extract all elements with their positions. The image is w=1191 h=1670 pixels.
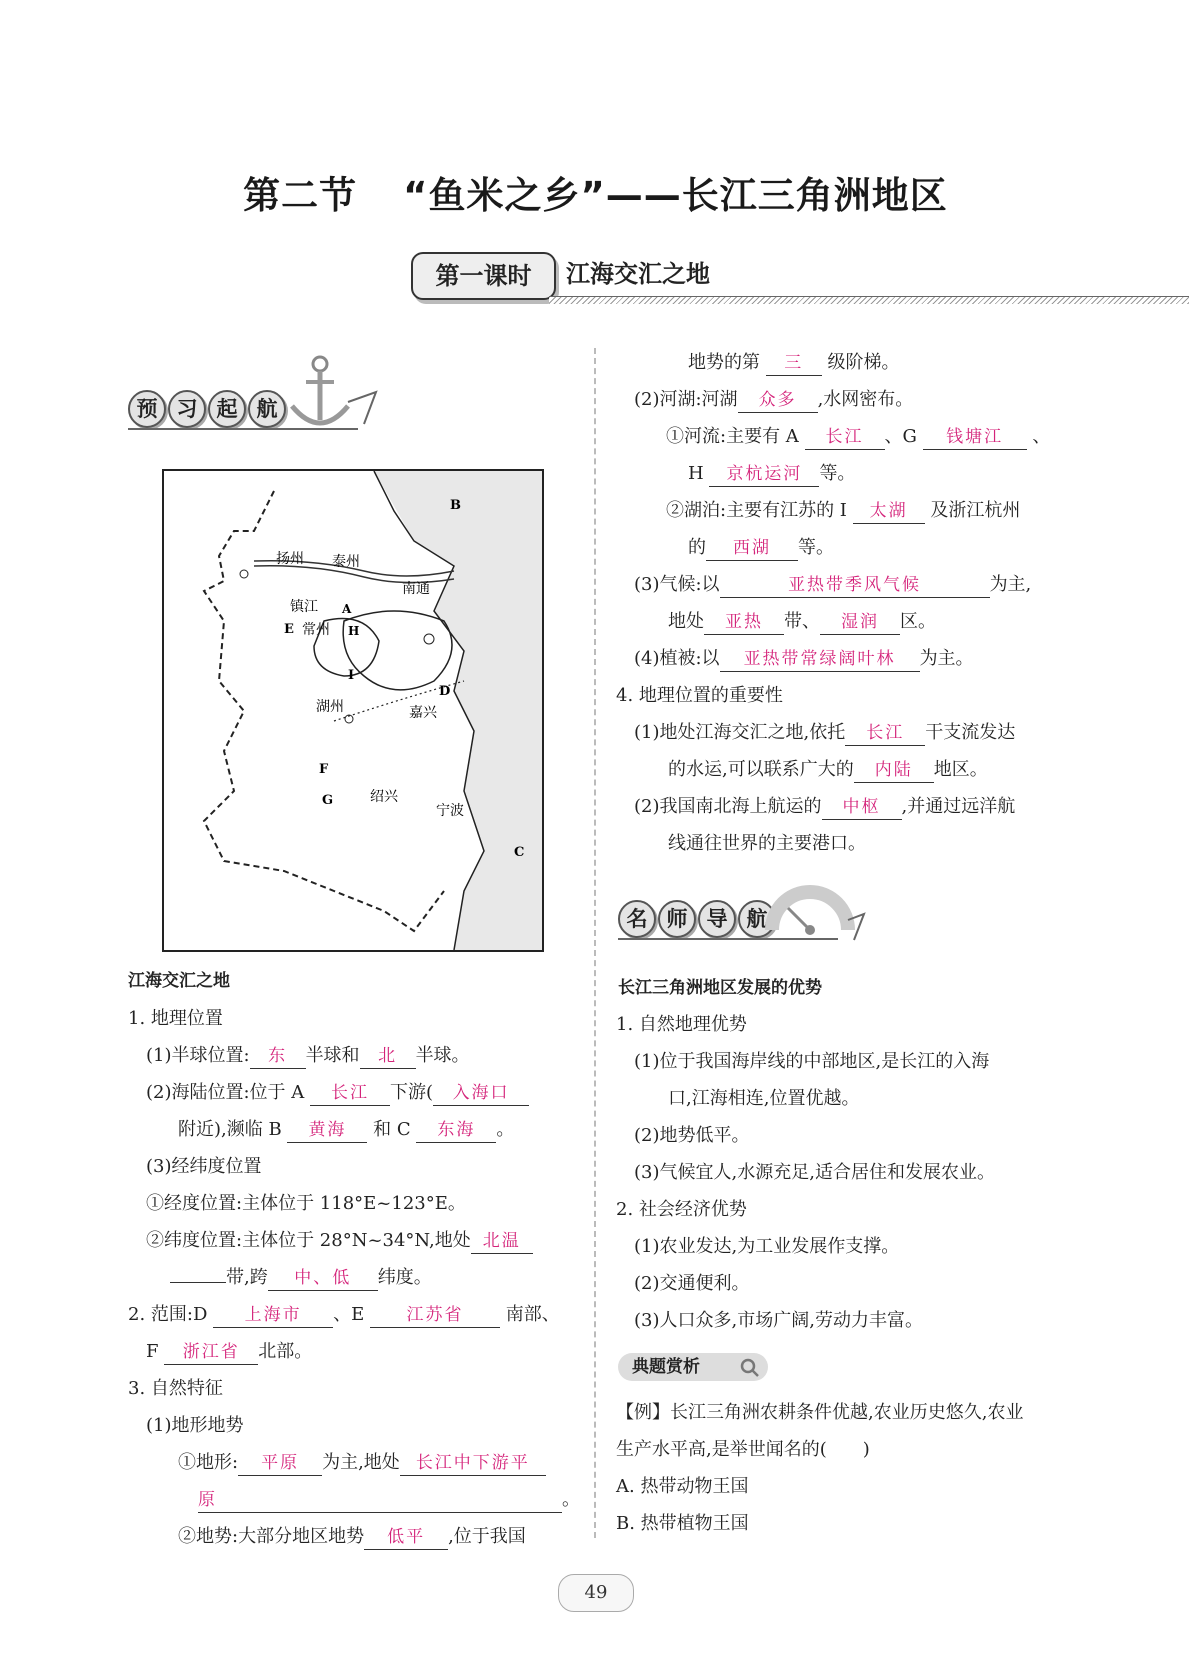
left-line: 3. 自然特征	[128, 1378, 223, 1399]
banner-char: 名	[618, 900, 656, 938]
map-label-g: G	[322, 793, 334, 808]
right-line: 1. 自然地理优势	[616, 1014, 747, 1035]
page-title	[0, 165, 1191, 219]
right-line: (2)我国南北海上航运的 中枢 ,并通过远洋航	[634, 788, 1015, 825]
answer-blank: 原	[198, 1488, 562, 1513]
answer-blank: 钱塘江	[923, 425, 1027, 450]
map-label-e: E	[284, 622, 294, 637]
right-line: (2)河湖:河湖 众多 ,水网密布。	[634, 381, 913, 418]
right-line: (3)气候:以 亚热带季风气候 为主,	[634, 566, 1031, 603]
map-label-h: H	[348, 624, 360, 638]
answer-blank: 东	[250, 1044, 306, 1069]
section-title: “鱼米之乡”——长江三角洲地区	[403, 174, 948, 217]
banner-underline	[618, 938, 838, 940]
map-label-huzhou: 湖州	[316, 699, 344, 715]
answer-blank: 东海	[416, 1118, 496, 1143]
answer-blank	[170, 1282, 226, 1283]
right-line: 地势的第 三 级阶梯。	[688, 344, 899, 381]
option-a: A. 热带动物王国	[616, 1476, 749, 1497]
right-line: 的水运,可以联系广大的 内陆 地区。	[668, 751, 988, 788]
answer-blank: 黄海	[287, 1118, 367, 1143]
left-line: ①经度位置:主体位于 118°E~123°E。	[146, 1193, 466, 1214]
answer-blank: 长江	[845, 721, 925, 746]
answer-blank: 低平	[364, 1525, 448, 1550]
answer-blank: 长江	[805, 425, 885, 450]
right-line: 4. 地理位置的重要性	[616, 685, 783, 706]
gauge-icon	[758, 874, 868, 946]
right-line: ①河流:主要有 A 长江 、G 钱塘江 、	[666, 418, 1050, 455]
map-label-zhenjiang: 镇江	[290, 599, 318, 615]
answer-blank: 内陆	[854, 758, 934, 783]
left-line: (3)经纬度位置	[146, 1156, 262, 1177]
page-number: 49	[558, 1574, 634, 1612]
right-line: H 京杭运河 等。	[688, 455, 855, 492]
right-line: (3)气候宜人,水源充足,适合居住和发展农业。	[634, 1162, 995, 1183]
map-label-changzhou: 常州	[302, 622, 330, 638]
right-line: (4)植被:以 亚热带常绿阔叶林 为主。	[634, 640, 974, 677]
banner-char: 导	[698, 900, 736, 938]
answer-blank: 西湖	[706, 536, 798, 561]
right-line: (2)地势低平。	[634, 1125, 750, 1146]
banner-underline	[128, 428, 358, 430]
preview-banner	[128, 390, 288, 436]
right-line: 线通往世界的主要港口。	[668, 833, 866, 854]
right-line: (1)农业发达,为工业发展作支撑。	[634, 1236, 900, 1257]
right-line: (2)交通便利。	[634, 1273, 750, 1294]
left-line: ②纬度位置:主体位于 28°N~34°N,地处 北温	[146, 1222, 533, 1259]
left-line: 2. 范围:D 上海市 、E 江苏省 南部、	[128, 1296, 560, 1333]
map-label-b: B	[450, 498, 461, 513]
answer-blank: 入海口	[433, 1081, 529, 1106]
answer-blank: 北温	[471, 1229, 533, 1254]
answer-blank: 北	[360, 1044, 416, 1069]
map-label-nantong: 南通	[402, 581, 430, 597]
left-line: 原 。	[198, 1481, 580, 1518]
map-label-taizhou: 泰州	[332, 554, 360, 570]
answer-blank: 太湖	[853, 499, 925, 524]
right-line: (1)位于我国海岸线的中部地区,是长江的入海	[634, 1051, 990, 1072]
right-line: 地处 亚热 带、 湿润 区。	[668, 603, 936, 640]
map-label-f: F	[319, 762, 329, 777]
left-line: ①地形: 平原 为主,地处 长江中下游平	[178, 1444, 546, 1481]
example-tag: 典题赏析	[618, 1353, 768, 1381]
banner-char: 习	[168, 390, 206, 428]
map-label-shaoxing: 绍兴	[370, 789, 398, 805]
answer-blank: 湿润	[820, 610, 900, 635]
banner-char: 航	[248, 390, 286, 428]
map-label-a: A	[342, 602, 352, 616]
map-label-yangzhou: 扬州	[276, 551, 304, 567]
option-b: B. 热带植物王国	[616, 1513, 749, 1534]
answer-blank: 中、低	[268, 1266, 378, 1291]
map-label-jiaxing: 嘉兴	[409, 705, 437, 721]
anchor-icon	[278, 354, 388, 434]
answer-blank: 亚热带常绿阔叶林	[720, 647, 920, 672]
example-text: 【例】长江三角洲农耕条件优越,农业历史悠久,农业	[616, 1402, 1024, 1423]
map-label-i: I	[348, 668, 355, 683]
left-line: 附近),濒临 B 黄海 和 C 东海 。	[178, 1111, 514, 1148]
answer-blank: 亚热带季风气候	[720, 573, 990, 598]
answer-blank: 浙江省	[164, 1340, 258, 1365]
answer-blank: 长江中下游平	[400, 1451, 546, 1476]
left-line: (1)地形地势	[146, 1415, 244, 1436]
answer-blank: 中枢	[822, 795, 902, 820]
map-label-d: D	[439, 684, 451, 699]
column-divider	[594, 348, 596, 1538]
left-line: F 浙江省 北部。	[146, 1333, 312, 1370]
lesson-label: 第一课时	[411, 252, 556, 300]
answer-blank: 京杭运河	[709, 462, 819, 487]
teacher-banner	[618, 900, 778, 946]
answer-blank: 众多	[738, 388, 818, 413]
example-text: 生产水平高,是举世闻名的( )	[616, 1439, 870, 1460]
banner-char: 师	[658, 900, 696, 938]
right-line: (3)人口众多,市场广阔,劳动力丰富。	[634, 1310, 923, 1331]
banner-char: 航	[738, 900, 776, 938]
answer-blank: 上海市	[213, 1303, 333, 1328]
banner-char: 预	[128, 390, 166, 428]
answer-blank: 长江	[310, 1081, 390, 1106]
lesson-subtitle: 江海交汇之地	[566, 260, 710, 288]
map-label-ningbo: 宁波	[436, 803, 464, 819]
left-line: ②地势:大部分地区地势 低平 ,位于我国	[178, 1518, 526, 1555]
left-line: 1. 地理位置	[128, 1008, 223, 1029]
answer-blank: 三	[766, 351, 822, 376]
left-line: 带,跨 中、低 纬度。	[170, 1259, 432, 1296]
right-line: ②湖泊:主要有江苏的 I 太湖 及浙江杭州	[666, 492, 1020, 529]
left-line: (1)半球位置: 东 半球和 北 半球。	[146, 1037, 470, 1074]
banner-char: 起	[208, 390, 246, 428]
left-line: (2)海陆位置:位于 A 长江 下游( 入海口	[146, 1074, 529, 1111]
answer-blank: 亚热	[704, 610, 784, 635]
right-line: 的 西湖 等。	[688, 529, 834, 566]
answer-blank: 江苏省	[370, 1303, 500, 1328]
right-heading: 长江三角洲地区发展的优势	[618, 978, 822, 998]
yangtze-delta-map	[162, 469, 544, 952]
left-heading: 江海交汇之地	[128, 971, 230, 991]
section-number: 第二节	[243, 174, 358, 217]
header-rule	[549, 296, 1189, 304]
map-label-c: C	[514, 845, 525, 860]
right-line: 2. 社会经济优势	[616, 1199, 747, 1220]
right-line: 口,江海相连,位置优越。	[668, 1088, 860, 1109]
answer-blank: 平原	[238, 1451, 322, 1476]
right-line: (1)地处江海交汇之地,依托 长江 干支流发达	[634, 714, 1015, 751]
magnifier-icon	[738, 1356, 760, 1378]
